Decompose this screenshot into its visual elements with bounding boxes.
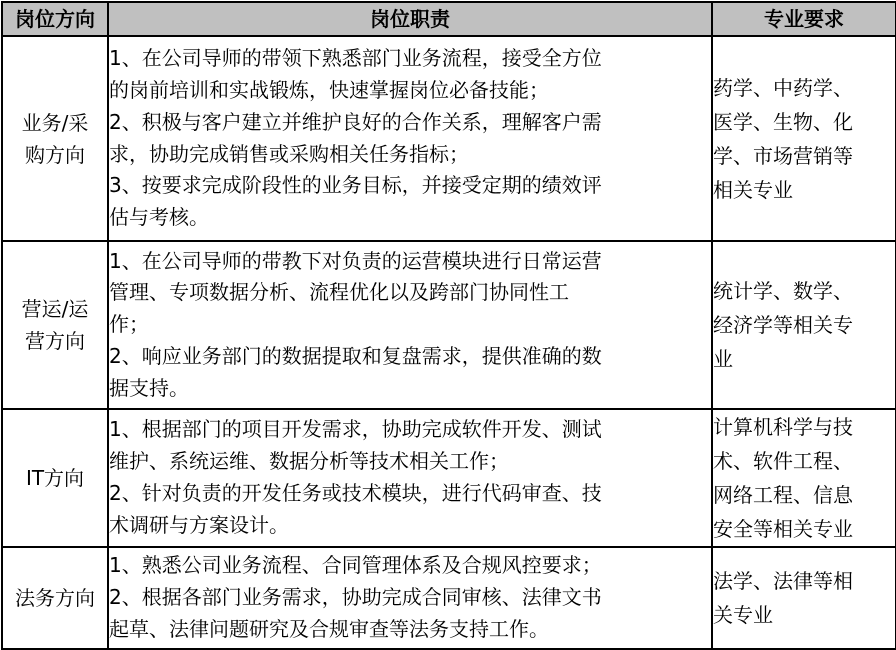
- major-line: 安全等相关专业: [713, 517, 853, 541]
- table-row: [2, 547, 896, 649]
- major-line: 法学、法律等相: [713, 569, 853, 593]
- direction-line: 营方向: [25, 329, 85, 353]
- major-line: 医学、生物、化: [713, 109, 853, 134]
- table-row: [2, 409, 896, 547]
- major-line: 业: [713, 347, 733, 371]
- duty-line: 求，协助完成销售或采购相关任务指标；: [109, 141, 469, 166]
- table-row: [2, 36, 896, 241]
- major-cell: [712, 241, 896, 409]
- direction-line: 购方向: [25, 142, 85, 167]
- major-cell: [712, 36, 896, 241]
- direction-line: 营运/运: [21, 297, 89, 321]
- duty-line: 1、根据部门的项目开发需求，协助完成软件开发、测试: [109, 417, 602, 442]
- table-row: [2, 241, 896, 409]
- major-line: 相关专业: [713, 177, 793, 202]
- major-line: 药学、中药学、: [713, 75, 853, 100]
- direction-line: 业务/采: [21, 110, 89, 135]
- duties-cell: [108, 409, 712, 547]
- duty-line: 起草、法律问题研究及合规审查等法务支持工作。: [109, 616, 549, 641]
- direction-cell: [2, 409, 108, 547]
- duty-line: 的岗前培训和实战锻炼，快速掌握岗位必备技能；: [109, 77, 549, 102]
- duty-line: 维护、系统运维、数据分析等技术相关工作；: [109, 449, 509, 474]
- major-line: 经济学等相关专: [713, 313, 853, 337]
- major-line: 学、市场营销等: [713, 143, 853, 168]
- major-line: 网络工程、信息: [713, 483, 853, 507]
- major-line: 统计学、数学、: [713, 279, 853, 303]
- header-row: [2, 2, 896, 36]
- direction-line: IT方向: [25, 466, 85, 490]
- duty-line: 据支持。: [109, 375, 189, 400]
- header-direction: 岗位方向: [2, 2, 108, 36]
- duty-line: 管理、专项数据分析、流程优化以及跨部门协同性工: [109, 280, 569, 305]
- duty-line: 2、积极与客户建立并维护良好的合作关系，理解客户需: [109, 109, 602, 134]
- duty-line: 2、针对负责的开发任务或技术模块，进行代码审查、技: [109, 481, 602, 505]
- duty-line: 1、在公司导师的带领下熟悉部门业务流程，接受全方位: [109, 46, 602, 71]
- direction-cell: [2, 36, 108, 241]
- duties-cell: [108, 36, 712, 241]
- duties-cell: [108, 547, 712, 649]
- duties-cell: [108, 241, 712, 409]
- duty-line: 作；: [109, 312, 149, 337]
- direction-line: 法务方向: [15, 586, 95, 610]
- direction-cell: [2, 241, 108, 409]
- header-major: 专业要求: [712, 2, 896, 36]
- major-line: 术、软件工程、: [713, 449, 853, 473]
- major-line: 计算机科学与技: [713, 415, 853, 439]
- duty-line: 2、响应业务部门的数据提取和复盘需求，提供准确的数: [109, 343, 602, 368]
- header-duties: 岗位职责: [108, 2, 712, 36]
- direction-cell: [2, 547, 108, 649]
- major-cell: [712, 547, 896, 649]
- job-requirements-table: [1, 1, 896, 650]
- duty-line: 估与考核。: [109, 205, 209, 230]
- major-cell: [712, 409, 896, 547]
- duty-line: 3、按要求完成阶段性的业务目标，并接受定期的绩效评: [109, 173, 602, 198]
- duty-line: 术调研与方案设计。: [109, 512, 289, 537]
- duty-line: 1、在公司导师的带教下对负责的运营模块进行日常运营: [109, 248, 602, 273]
- duty-line: 2、根据各部门业务需求，协助完成合同审核、法律文书: [109, 585, 602, 610]
- major-line: 关专业: [713, 603, 773, 627]
- duty-line: 1、熟悉公司业务流程、合同管理体系及合规风控要求；: [109, 553, 602, 578]
